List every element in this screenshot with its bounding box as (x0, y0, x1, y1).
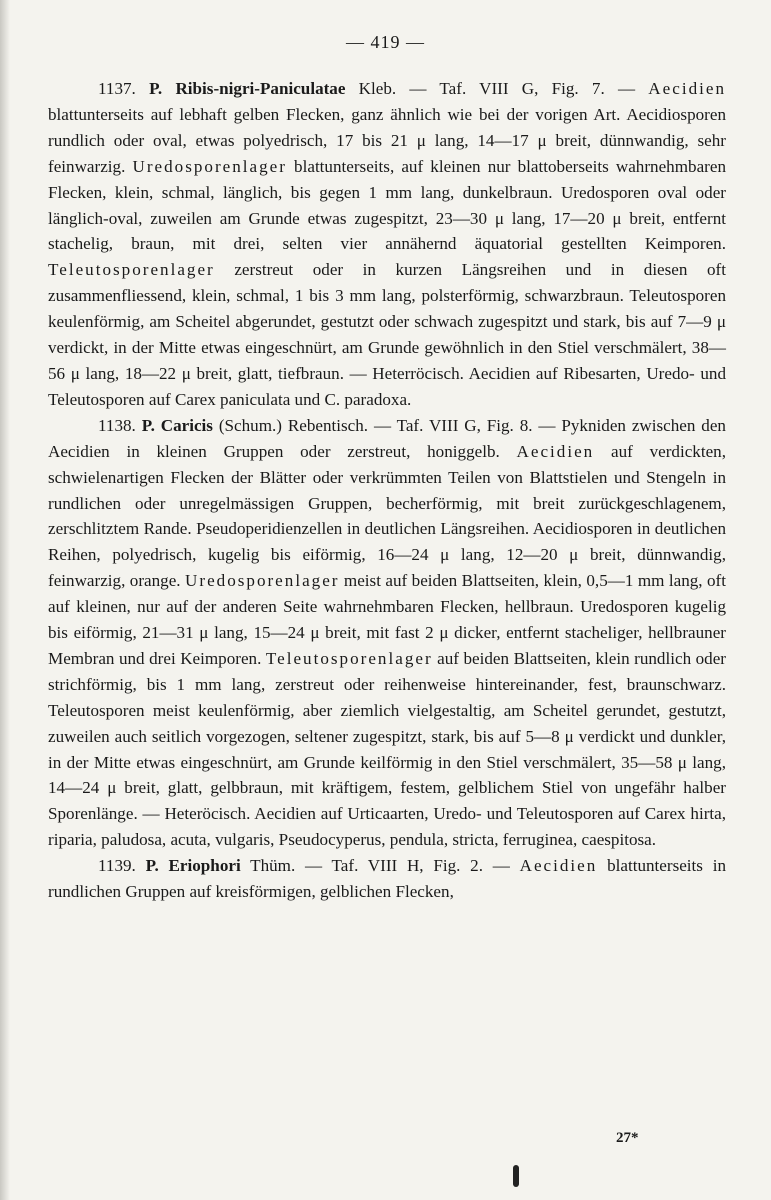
description-text: auf verdickten, schwielenartigen Flecken der Blätter oder verkrümmten Teilen von Blattstielen und Stengeln in rundlichen oder unregelmässigen Gruppen, becherförmig, mit breit zurückgeschlagenem, zerschlitztem Rande. Pseudoperidienzellen in deutlichen Längsreihen. Aecidiosporen in deutlichen Reihen, polyedrisch, kugelig bis eiförmig, 16—24 μ lang, 12—20 μ breit, dünnwandig, feinwarzig, orange. (48, 441, 726, 591)
genus: P. (145, 856, 159, 876)
signature-mark: 27* (616, 1130, 639, 1146)
description (48, 79, 726, 409)
species-name: Caricis (160, 415, 213, 435)
genus: P. (149, 79, 163, 98)
description-text: blattunterseits auf lebhaft gelben Flecken, ganz ähnlich wie bei der vorigen Art. Aecidiosporen rundlich oder oval, etwas polyedrisch, 17 bis 21 μ lang, 14—17 μ breit, dünnwandig, sehr feinwarzig. (48, 104, 726, 176)
description (48, 416, 726, 850)
entry-number: 1139. (98, 856, 136, 876)
spaced-term: Uredosporenlager (185, 571, 340, 591)
spaced-term: Aecidien (519, 856, 598, 876)
genus: P. (141, 415, 155, 435)
description-text: zerstreut oder in kurzen Längsreihen und in diesen oft zusammenfliessend, klein, schmal, 1 bis 3 mm lang, polsterförmig, schwarzbraun. Teleutosporen keulenförmig, am Scheitel abgerundet, gestutzt oder schwach zugespitzt und stark, bis auf 7—9 μ verdickt, in der Mitte etwas eingeschnürt, am Grunde gewöhnlich in den Stiel verschmälert, 38—56 μ lang, 18—22 μ breit, glatt, tiefbraun. — Heterröcisch. Aecidien auf Ribesarten, Uredo- und Teleutosporen auf Carex paniculata und C. paradoxa. (48, 260, 726, 409)
authority-reference: Thüm. — Taf. VIII H, Fig. 2. — (240, 856, 510, 876)
description-text: auf beiden Blattseiten, klein rundlich oder strichförmig, bis 1 mm lang, zerstreut oder reihenweise hintereinander, fest, braunschwarz. Teleutosporen meist keulenförmig, aber ziemlich vielgestaltig, am Scheitel gerundet, gestutzt, zuweilen auch seitlich vorgezogen, seltener zugespitzt, stark, bis auf 5—8 μ verdickt und dunkler, in der Mitte etwas eingeschnürt, am Grunde keilförmig in den Stiel verschmälert, 35—58 μ lang, 14—24 μ breit, glatt, gelbbraun, mit kräftigem, festem, gelblichem Stiel von ungefähr halber Sporenlänge. — Heteröcisch. Aecidien auf Urticaarten, Uredo- und Teleutosporen auf Carex hirta, riparia, paludosa, acuta, vulgaris, Pseudocyperus, pendula, stricta, ferruginea, caespitosa. (48, 648, 726, 850)
spaced-term: Teleutosporenlager (265, 648, 433, 668)
text-body (48, 76, 726, 905)
entry-number: 1138. (98, 415, 136, 435)
species-name: Ribis-nigri-Paniculatae (175, 79, 346, 98)
species-name: Eriophori (168, 856, 241, 876)
spaced-term: Aecidien (516, 441, 595, 461)
description-text: meist auf beiden Blattseiten, klein, 0,5—1 mm lang, oft auf kleinen, nur auf der anderen Seite wahrnehmbaren Flecken, hellbraun. Uredosporen kugelig bis eiförmig, 21—31 μ lang, 15—24 μ breit, mit fast 2 μ dicker, entfernt stacheliger, hellbrauner Membran und drei Keimporen. (48, 571, 727, 668)
entry-1138 (48, 413, 726, 853)
description-text: blattunterseits, auf kleinen nur blattoberseits wahrnehmbaren Flecken, klein, schmal, länglich, bis gegen 1 mm lang, dunkelbraun. Uredosporen oval oder länglich-oval, zuweilen am Grunde etwas zugespitzt, 23—30 μ lang, 17—20 μ breit, entfernt stachelig, braun, mit drei, selten vier annähernd äquatorial gestellten Keimporen. (48, 156, 726, 254)
page-number: — 419 — (346, 32, 425, 52)
spaced-term: Teleutosporenlager (48, 260, 215, 280)
spaced-term: Aecidien (648, 79, 726, 98)
entry-1137 (48, 76, 726, 413)
description-text: Pykniden zwischen den Aecidien in kleinen Gruppen oder zerstreut, honiggelb. (48, 415, 726, 461)
entry-number: 1137. (98, 79, 136, 98)
spaced-term: Uredosporenlager (132, 156, 287, 176)
ink-mark (513, 1165, 519, 1187)
authority-reference: (Schum.) Rebentisch. — Taf. VIII G, Fig. 8. — (212, 415, 556, 435)
description-text: blattunterseits in rundlichen Gruppen auf kreisförmigen, gelblichen Flecken, (48, 856, 727, 902)
authority-reference: Kleb. — Taf. VIII G, Fig. 7. — (345, 79, 636, 98)
entry-1139 (48, 853, 726, 905)
